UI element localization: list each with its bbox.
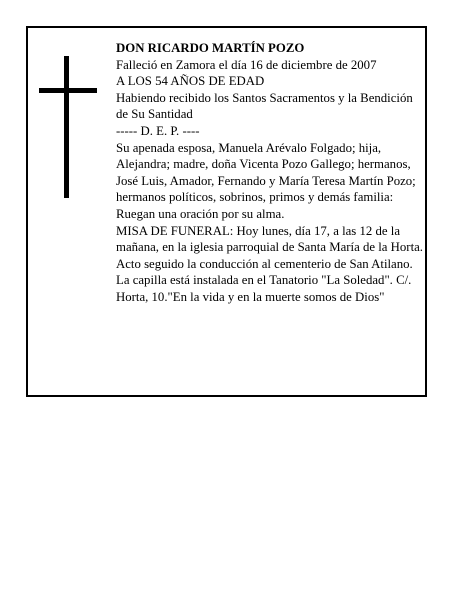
obituary-notice (26, 26, 427, 397)
sacraments-note: Habiendo recibido los Santos Sacramentos y la Bendición de Su Santidad (116, 90, 413, 122)
deceased-name: DON RICARDO MARTÍN POZO (116, 41, 305, 55)
family-list: Su apenada esposa, Manuela Arévalo Folgado; hija, Alejandra; madre, doña Vicenta Pozo Gallego; hermanos, José Luis, Amador, Fernando y María Teresa Martín Pozo; hermanos políticos, sobrinos, primos y demás familia: (116, 140, 416, 205)
cross-icon (39, 56, 97, 198)
obituary-text (116, 40, 426, 306)
death-notice: Falleció en Zamora el día 16 de diciembre de 2007 (116, 57, 377, 72)
age-at-death: A LOS 54 AÑOS DE EDAD (116, 74, 265, 89)
funeral-mass: MISA DE FUNERAL: Hoy lunes, día 17, a las 12 de la mañana, en la iglesia parroquial de Santa María de la Horta. Acto seguido la conducción al cementerio de San Atilano. (116, 223, 424, 271)
cross-vertical-bar (64, 56, 69, 198)
chapel-info: La capilla está instalada en el Tanatorio "La Soledad". C/. Horta, 10."En la vida y en la muerte somos de Dios" (116, 273, 412, 304)
prayer-request: Ruegan una oración por su alma. (116, 206, 285, 221)
cross-horizontal-bar (39, 88, 97, 93)
rip-line: ----- D. E. P. ---- (116, 123, 200, 138)
